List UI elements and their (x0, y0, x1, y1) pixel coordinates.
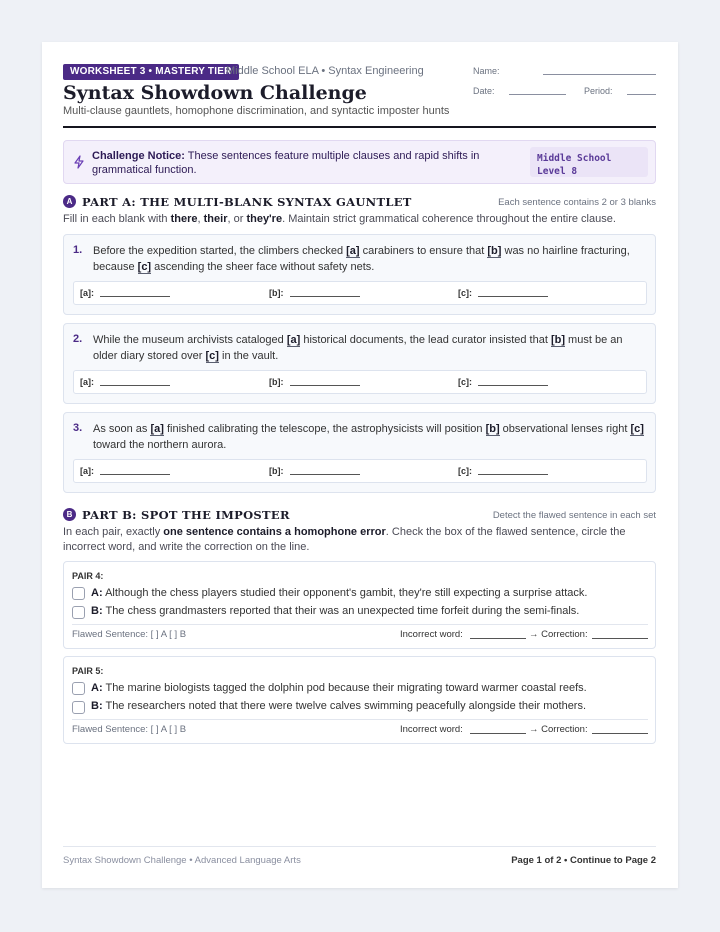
question-card (63, 412, 656, 493)
word-there: there (170, 213, 198, 225)
flawed-sentence-label: Flawed Sentence: [ ] A [ ] B (72, 724, 187, 735)
part-b-title: PART B: SPOT THE IMPOSTER (82, 508, 290, 522)
part-a-instructions (63, 212, 656, 227)
page-subtitle: Multi-clause gauntlets, homophone discrimination, and syntactic imposter hunts (63, 105, 450, 117)
option-b-checkbox[interactable] (72, 606, 85, 619)
pair-card (63, 656, 656, 744)
answer-field[interactable] (478, 296, 548, 297)
part-b-instructions (63, 525, 656, 555)
answer-row (73, 281, 647, 305)
part-a-marker: A (63, 195, 76, 208)
answer-label: [b]: (269, 377, 284, 387)
part-b-note: Detect the flawed sentence in each set (492, 510, 656, 521)
instr-text: . Maintain strict grammatical coherence throughout the entire clause. (282, 213, 616, 225)
answer-label: [c]: (458, 288, 472, 298)
answer-field[interactable] (290, 385, 360, 386)
answer-label: [a]: (80, 466, 94, 476)
sentence-part: finished calibrating the telescope, the astrophysicists will position (163, 423, 486, 435)
option-sentence: Although the chess players studied their opponent's gambit, they're still expecting a surprise attack. (105, 587, 588, 599)
blank-marker: [b] (550, 334, 565, 346)
answer-field[interactable] (100, 296, 170, 297)
period-field[interactable] (627, 94, 656, 95)
correction-field[interactable] (592, 638, 648, 639)
question-number: 3. (73, 422, 83, 434)
worksheet-badge: WORKSHEET 3 • MASTERY TIER (63, 64, 239, 80)
notice-text (92, 149, 522, 177)
date-label: Date: (473, 86, 495, 96)
pair-divider (72, 719, 648, 720)
incorrect-word-field[interactable] (470, 638, 526, 639)
answer-field[interactable] (100, 474, 170, 475)
blank-marker: [a] (286, 334, 301, 346)
question-card (63, 234, 656, 315)
answer-row (73, 370, 647, 394)
pair-divider (72, 624, 648, 625)
instr-text: . Check the box of the flawed sentence, circle the incorrect word, and write the correction on the line. (63, 526, 626, 553)
question-number: 2. (73, 333, 83, 345)
question-number: 1. (73, 244, 83, 256)
answer-field[interactable] (478, 474, 548, 475)
blank-marker: [c] (137, 261, 152, 273)
answer-label: [c]: (458, 377, 472, 387)
option-sentence: The chess grandmasters reported that their was an unexpected time forfeit during the semi-finals. (105, 605, 580, 617)
answer-label: [b]: (269, 466, 284, 476)
flawed-sentence-label: Flawed Sentence: [ ] A [ ] B (72, 629, 187, 640)
pair-card (63, 561, 656, 649)
option-b-checkbox[interactable] (72, 701, 85, 714)
option-a-checkbox[interactable] (72, 682, 85, 695)
name-field[interactable] (543, 74, 656, 75)
blank-marker: [c] (205, 350, 219, 362)
answer-label: [a]: (80, 288, 94, 298)
word-their: their (203, 213, 228, 225)
part-a-title: PART A: THE MULTI-BLANK SYNTAX GAUNTLET (82, 195, 412, 209)
sentence-part: While the museum archivists cataloged (93, 334, 287, 346)
answer-label: [b]: (269, 288, 284, 298)
sentence-part: must be an older diary stored over (93, 334, 623, 362)
notice-body: These sentences feature multiple clauses and rapid shifts in grammatical function. (92, 150, 480, 176)
sentence-part: in the vault. (218, 350, 279, 362)
correction-label: → Correction: (529, 629, 588, 640)
sentence-part: carabiners to ensure that (359, 245, 488, 257)
blank-marker: [b] (485, 423, 500, 435)
sentence-part: historical documents, the lead curator insisted that (300, 334, 551, 346)
question-text (93, 243, 648, 275)
footer-right: Page 1 of 2 • Continue to Page 2 (511, 855, 656, 866)
footer-rule (63, 846, 656, 847)
option-sentence: The marine biologists tagged the dolphin pod because their migrating toward warmer coastal reefs. (105, 682, 587, 694)
option-key: B: (91, 605, 103, 617)
instr-sep: , (197, 213, 204, 225)
instr-text: Fill in each blank with (63, 213, 171, 225)
question-card (63, 323, 656, 404)
pair-label: PAIR 4: (72, 571, 104, 581)
correction-field[interactable] (592, 733, 648, 734)
question-text (93, 421, 648, 453)
option-b-text (91, 700, 586, 712)
incorrect-word-label: Incorrect word: (400, 724, 463, 735)
option-a-text (91, 682, 587, 694)
instr-sep: , or (227, 213, 247, 225)
incorrect-word-label: Incorrect word: (400, 629, 463, 640)
page-title: Syntax Showdown Challenge (63, 82, 367, 104)
pair-label: PAIR 5: (72, 666, 104, 676)
incorrect-word-field[interactable] (470, 733, 526, 734)
notice-label: Challenge Notice: (92, 150, 185, 162)
word-theyre: they're (246, 213, 283, 225)
level-badge: Middle School Level 8 (530, 147, 648, 177)
answer-field[interactable] (100, 385, 170, 386)
answer-row (73, 459, 647, 483)
option-sentence: The researchers noted that there were twelve calves swimming peacefully alongside their mothers. (105, 700, 587, 712)
option-key: A: (91, 682, 103, 694)
challenge-notice (63, 140, 656, 184)
period-label: Period: (584, 86, 613, 96)
subject-label: Middle School ELA • Syntax Engineering (226, 65, 424, 77)
footer-left: Syntax Showdown Challenge • Advanced Language Arts (63, 855, 301, 866)
name-label: Name: (473, 66, 500, 76)
sentence-part: was no hairline fracturing, because (93, 245, 630, 273)
blank-marker: [c] (630, 423, 644, 435)
option-a-checkbox[interactable] (72, 587, 85, 600)
question-text (93, 332, 648, 364)
blank-marker: [a] (346, 245, 360, 257)
option-key: B: (91, 700, 103, 712)
blank-marker: [a] (150, 423, 164, 435)
answer-label: [c]: (458, 466, 472, 476)
date-field[interactable] (509, 94, 566, 95)
sentence-part: observational lenses right (499, 423, 631, 435)
sentence-part: As soon as (93, 423, 151, 435)
sentence-part: toward the northern aurora. (93, 439, 227, 451)
answer-field[interactable] (290, 296, 360, 297)
blank-marker: [b] (487, 245, 502, 257)
header-rule (63, 126, 656, 128)
instr-text: In each pair, exactly (63, 526, 164, 538)
part-a-note: Each sentence contains 2 or 3 blanks (498, 197, 656, 208)
lightning-icon (72, 155, 86, 169)
correction-label: → Correction: (529, 724, 588, 735)
option-key: A: (91, 587, 103, 599)
option-a-text (91, 587, 587, 599)
sentence-part: ascending the sheer face without safety nets. (151, 261, 375, 273)
answer-label: [a]: (80, 377, 94, 387)
worksheet-page (42, 42, 678, 888)
instr-emphasis: one sentence contains a homophone error (163, 526, 386, 538)
sentence-part: Before the expedition started, the climbers checked (93, 245, 347, 257)
option-b-text (91, 605, 579, 617)
answer-field[interactable] (290, 474, 360, 475)
answer-field[interactable] (478, 385, 548, 386)
part-b-marker: B (63, 508, 76, 521)
